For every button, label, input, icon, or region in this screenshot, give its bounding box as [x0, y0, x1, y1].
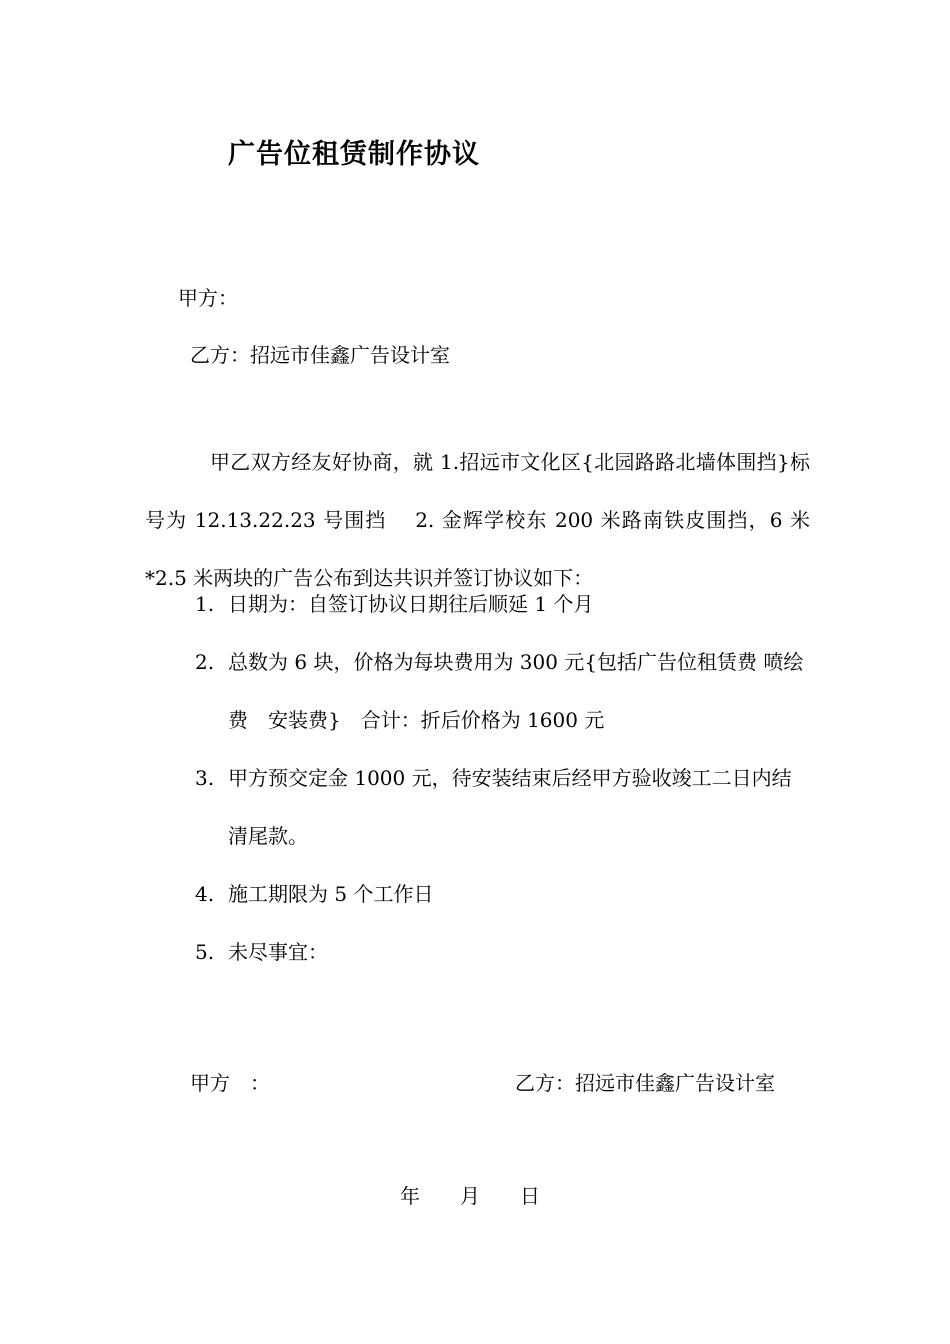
signature-party-a: 甲方 ： — [190, 1071, 270, 1095]
term-text: 施工期限为 5 个工作日 — [228, 882, 434, 906]
intro-paragraph: 甲乙双方经友好协商，就 1.招远市文化区{北园路路北墙体围挡}标号为 12.13.22.23 号围挡 2. 金辉学校东 200 米路南铁皮围挡，6 米*2.5 米两块的广告公布到达共识并签订协议如下： — [145, 450, 810, 590]
signature-party-b: 乙方：招远市佳鑫广告设计室 — [515, 1071, 775, 1095]
party-a-label: 甲方： — [178, 286, 238, 310]
term-item — [195, 923, 810, 981]
term-number: 4. — [195, 882, 215, 906]
term-item — [195, 749, 810, 865]
term-text: 甲方预交定金 1000 元，待安装结束后经甲方验收竣工二日内结清尾款。 — [228, 766, 792, 848]
term-text: 日期为：自签订协议日期往后顺延 1 个月 — [228, 592, 594, 616]
term-item — [195, 633, 810, 749]
term-number: 3. — [195, 766, 215, 790]
term-number: 5. — [195, 940, 215, 964]
term-item — [195, 865, 810, 923]
term-number: 1. — [195, 592, 215, 616]
term-number: 2. — [195, 650, 215, 674]
terms-list — [195, 575, 810, 981]
term-text: 总数为 6 块，价格为每块费用为 300 元{包括广告位租赁费 喷绘费 安装费} 合计：折后价格为 1600 元 — [228, 650, 804, 732]
document-title: 广告位租赁制作协议 — [228, 139, 480, 170]
date-line: 年 月 日 — [400, 1184, 540, 1208]
term-text: 未尽事宜： — [228, 940, 328, 964]
term-item — [195, 575, 810, 633]
party-b-label: 乙方：招远市佳鑫广告设计室 — [190, 343, 450, 367]
